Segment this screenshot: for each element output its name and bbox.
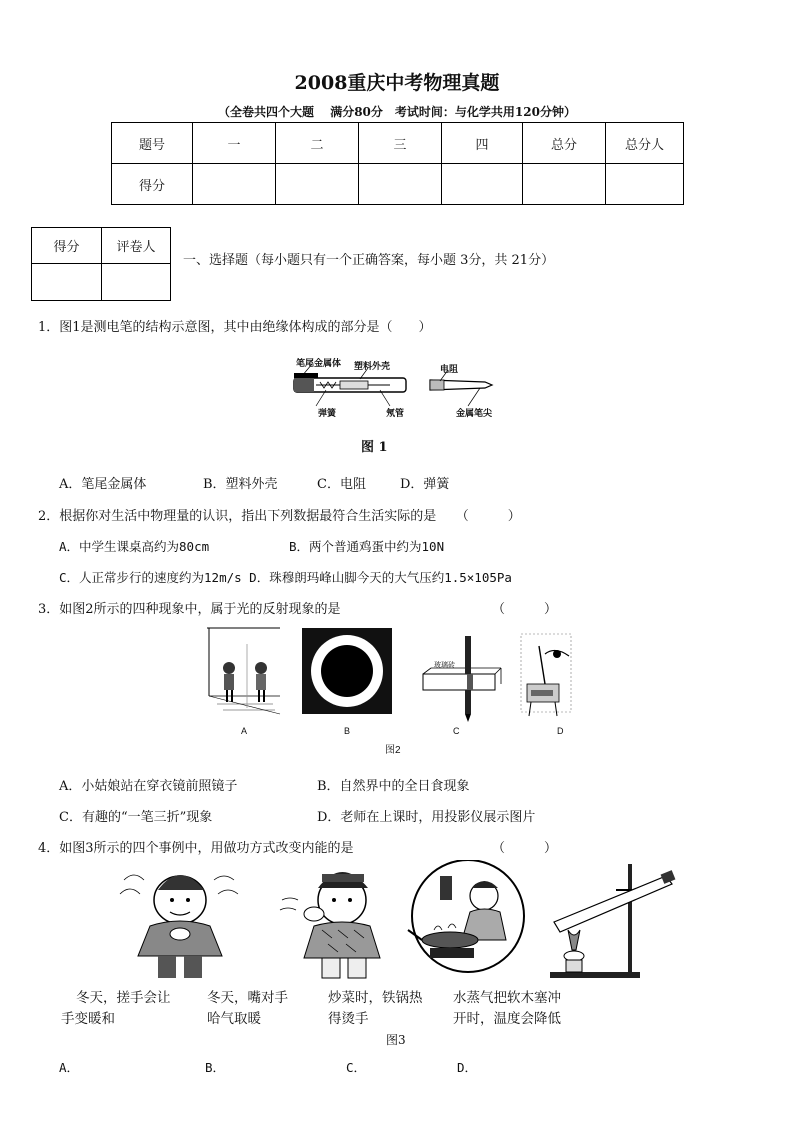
question-2-stem: 2．根据你对生活中物理量的认识，指出下列数据最符合生活实际的是 （ ） xyxy=(38,509,521,524)
score-header-4: 四 xyxy=(442,123,523,164)
glass-brick-pen-icon xyxy=(423,636,501,722)
score-cell[interactable] xyxy=(523,164,606,205)
grader-score-label: 得分 xyxy=(32,228,102,264)
fig3-caption-c xyxy=(328,988,423,1030)
label-spring: 弹簧 xyxy=(318,408,337,418)
question-4-stem: 4．如图3所示的四个事例中，用做功方式改变内能的是 xyxy=(38,841,354,856)
score-header-total: 总分 xyxy=(523,123,606,164)
q3-option-a: A．小姑娘站在穿衣镜前照镜子 xyxy=(59,779,238,794)
score-row-label: 得分 xyxy=(112,164,193,205)
grader-name-cell[interactable] xyxy=(102,264,171,301)
grader-name-label: 评卷人 xyxy=(102,228,171,264)
q2-option-a: A．中学生课桌高约为80cm xyxy=(59,539,210,554)
fig2-letter-a: A xyxy=(241,726,248,736)
mirror-scene-icon xyxy=(207,628,280,714)
label-resistor: 电阻 xyxy=(440,364,459,374)
q2-option-cd: C．人正常步行的速度约为12m/s D．珠穆朗玛峰山脚今天的大气压约1.5×105Pa xyxy=(59,570,512,585)
figure-3 xyxy=(110,860,690,982)
label-shell: 塑料外壳 xyxy=(354,361,391,371)
figure-1-test-pen xyxy=(280,356,500,422)
label-tip: 金属笔尖 xyxy=(456,408,493,418)
question-3-paren: （ ） xyxy=(492,602,558,617)
fig3-caption-b-line1: 冬天，嘴对手 xyxy=(207,990,288,1006)
score-cell[interactable] xyxy=(606,164,684,205)
figure-3-caption: 图3 xyxy=(386,1033,406,1047)
solar-eclipse-icon xyxy=(302,628,392,714)
q3-option-b: B．自然界中的全日食现象 xyxy=(317,779,470,794)
fig3-caption-d-line2: 开时，温度会降低 xyxy=(453,1011,561,1027)
question-3-stem: 3．如图2所示的四种现象中，属于光的反射现象的是 xyxy=(38,602,341,617)
label-glass-brick: 玻璃砖 xyxy=(434,662,455,669)
test-tube-stand-icon xyxy=(550,864,675,978)
question-4-paren: （ ） xyxy=(492,841,558,856)
fig3-caption-b xyxy=(207,988,288,1030)
figure-2 xyxy=(205,624,595,759)
label-neon: 氖管 xyxy=(386,408,405,418)
page-title: 2008重庆中考物理真题 xyxy=(294,72,500,94)
question-1-stem: 1．图1是测电笔的结构示意图，其中由绝缘体构成的部分是（ ） xyxy=(38,320,432,335)
fig3-caption-a-line2: 手变暖和 xyxy=(61,1011,115,1027)
figure-2-caption: 图2 xyxy=(385,745,401,756)
rubbing-hands-icon xyxy=(120,875,238,978)
q1-option-c: C．电阻 xyxy=(317,477,366,492)
score-cell[interactable] xyxy=(193,164,276,205)
q4-option-a: A． xyxy=(59,1060,80,1075)
grader-score-cell[interactable] xyxy=(32,264,102,301)
figure-2-images xyxy=(205,624,595,759)
fig3-caption-b-line2: 哈气取暖 xyxy=(207,1011,261,1027)
fig2-letter-d: D xyxy=(557,726,564,736)
score-cell[interactable] xyxy=(442,164,523,205)
q4-option-b: B． xyxy=(205,1060,226,1075)
fig3-caption-d xyxy=(453,988,561,1030)
score-header-3: 三 xyxy=(359,123,442,164)
fig2-letter-c: C xyxy=(453,726,460,736)
fig3-caption-a-line1: 冬天，搓手会让 xyxy=(76,990,171,1006)
score-header-2: 二 xyxy=(276,123,359,164)
section-heading: 一、选择题（每小题只有一个正确答案，每小题 3分，共 21分） xyxy=(183,253,555,268)
score-cell[interactable] xyxy=(276,164,359,205)
q3-option-c: C．有趣的“一笔三折”现象 xyxy=(59,810,213,825)
q1-option-b: B．塑料外壳 xyxy=(203,477,278,492)
q4-option-c: C． xyxy=(346,1060,367,1075)
fig3-caption-a xyxy=(61,988,171,1030)
grader-table xyxy=(31,227,171,301)
fig3-caption-c-line1: 炒菜时，铁锅热 xyxy=(328,990,423,1006)
score-table xyxy=(111,122,684,205)
fig3-caption-d-line1: 水蒸气把软木塞冲 xyxy=(453,990,561,1006)
q2-option-b: B．两个普通鸡蛋中约为10N xyxy=(289,539,445,554)
q1-option-d: D．弹簧 xyxy=(400,477,450,492)
fig2-letter-b: B xyxy=(344,726,351,736)
figure-1-caption: 图 1 xyxy=(361,440,388,455)
score-header-label: 题号 xyxy=(112,123,193,164)
label-tail-metal: 笔尾金属体 xyxy=(296,358,342,368)
score-header-grader: 总分人 xyxy=(606,123,684,164)
blowing-hands-icon xyxy=(280,872,380,978)
fig3-caption-c-line2: 得烫手 xyxy=(328,1011,369,1027)
figure-3-images xyxy=(110,860,690,982)
score-cell[interactable] xyxy=(359,164,442,205)
q4-option-d: D． xyxy=(457,1060,478,1075)
q1-option-a: A．笔尾金属体 xyxy=(59,477,147,492)
projector-icon xyxy=(521,634,571,716)
frying-pan-icon xyxy=(408,860,524,972)
exam-info: （全卷共四个大题 满分80分 考试时间：与化学共用120分钟） xyxy=(218,105,576,119)
score-header-1: 一 xyxy=(193,123,276,164)
q3-option-d: D．老师在上课时，用投影仪展示图片 xyxy=(317,810,536,825)
